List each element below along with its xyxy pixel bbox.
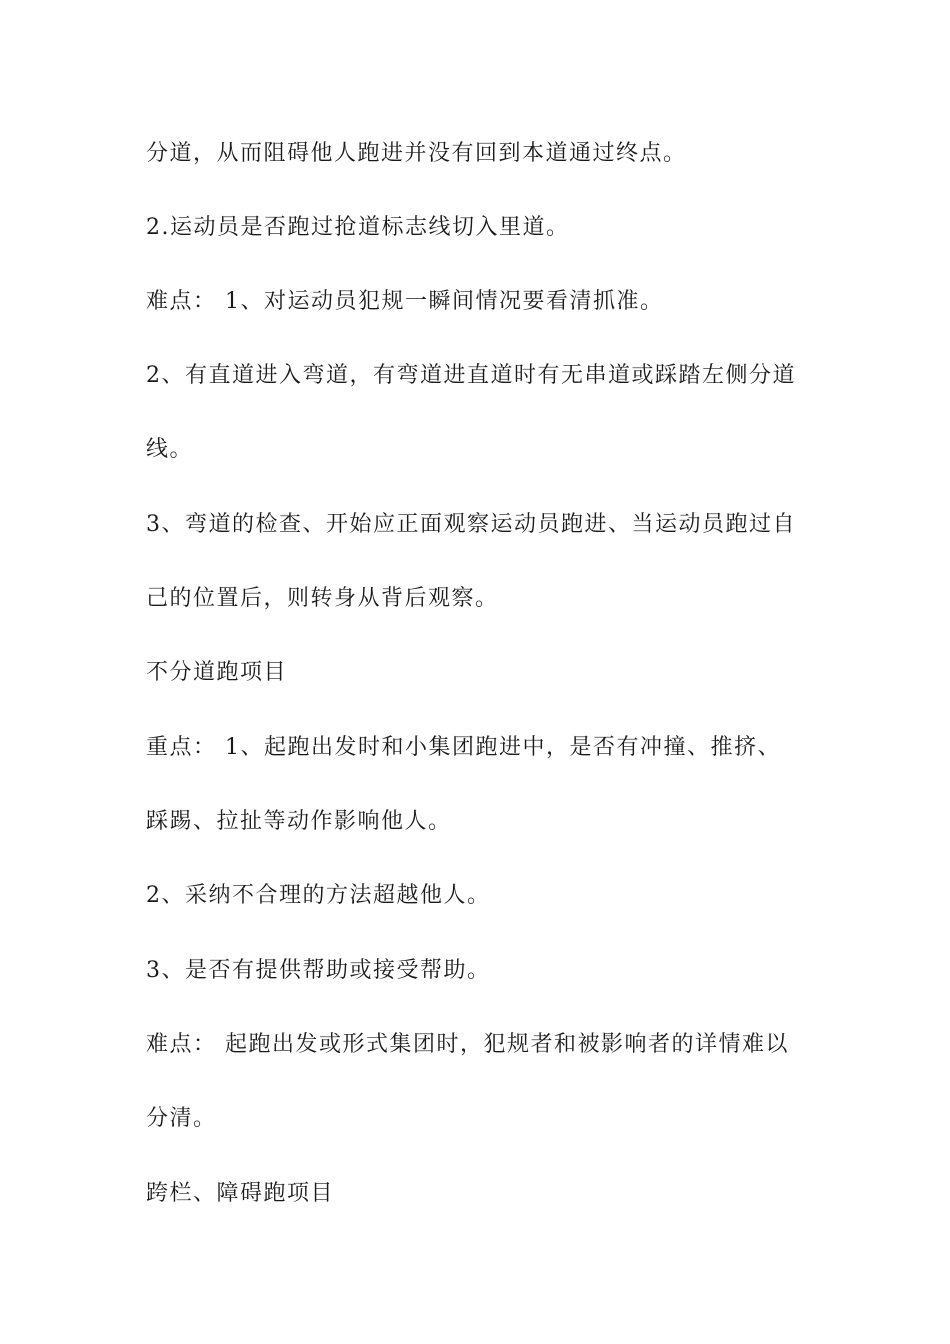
text-line: 分清。 [146,1106,217,1131]
text-line: 2、采纳不合理的方法超越他人。 [146,883,491,908]
text-line: 3、是否有提供帮助或接受帮助。 [146,958,491,983]
text-line: 线。 [146,437,194,462]
section-heading: 跨栏、障碍跑项目 [146,1181,335,1206]
text-line: 3、弯道的检查、开始应正面观察运动员跑进、当运动员跑过自 [146,512,796,537]
text-line: 难点： 1、对运动员犯规一瞬间情况要看清抓准。 [146,289,664,314]
text-line: 分道，从而阻碍他人跑进并没有回到本道通过终点。 [146,141,687,166]
text-line: 重点： 1、起跑出发时和小集团跑进中，是否有冲撞、推挤、 [146,735,781,760]
text-line: 踩踢、拉扯等动作影响他人。 [146,809,452,834]
text-line: 2、有直道进入弯道，有弯道进直道时有无串道或踩踏左侧分道 [146,363,796,388]
text-line: 难点： 起跑出发或形式集团时，犯规者和被影响者的详情难以 [146,1032,789,1057]
text-line: 2.运动员是否跑过抢道标志线切入里道。 [146,215,570,240]
section-heading: 不分道跑项目 [146,660,288,685]
text-line: 己的位置后，则转身从背后观察。 [146,586,499,611]
